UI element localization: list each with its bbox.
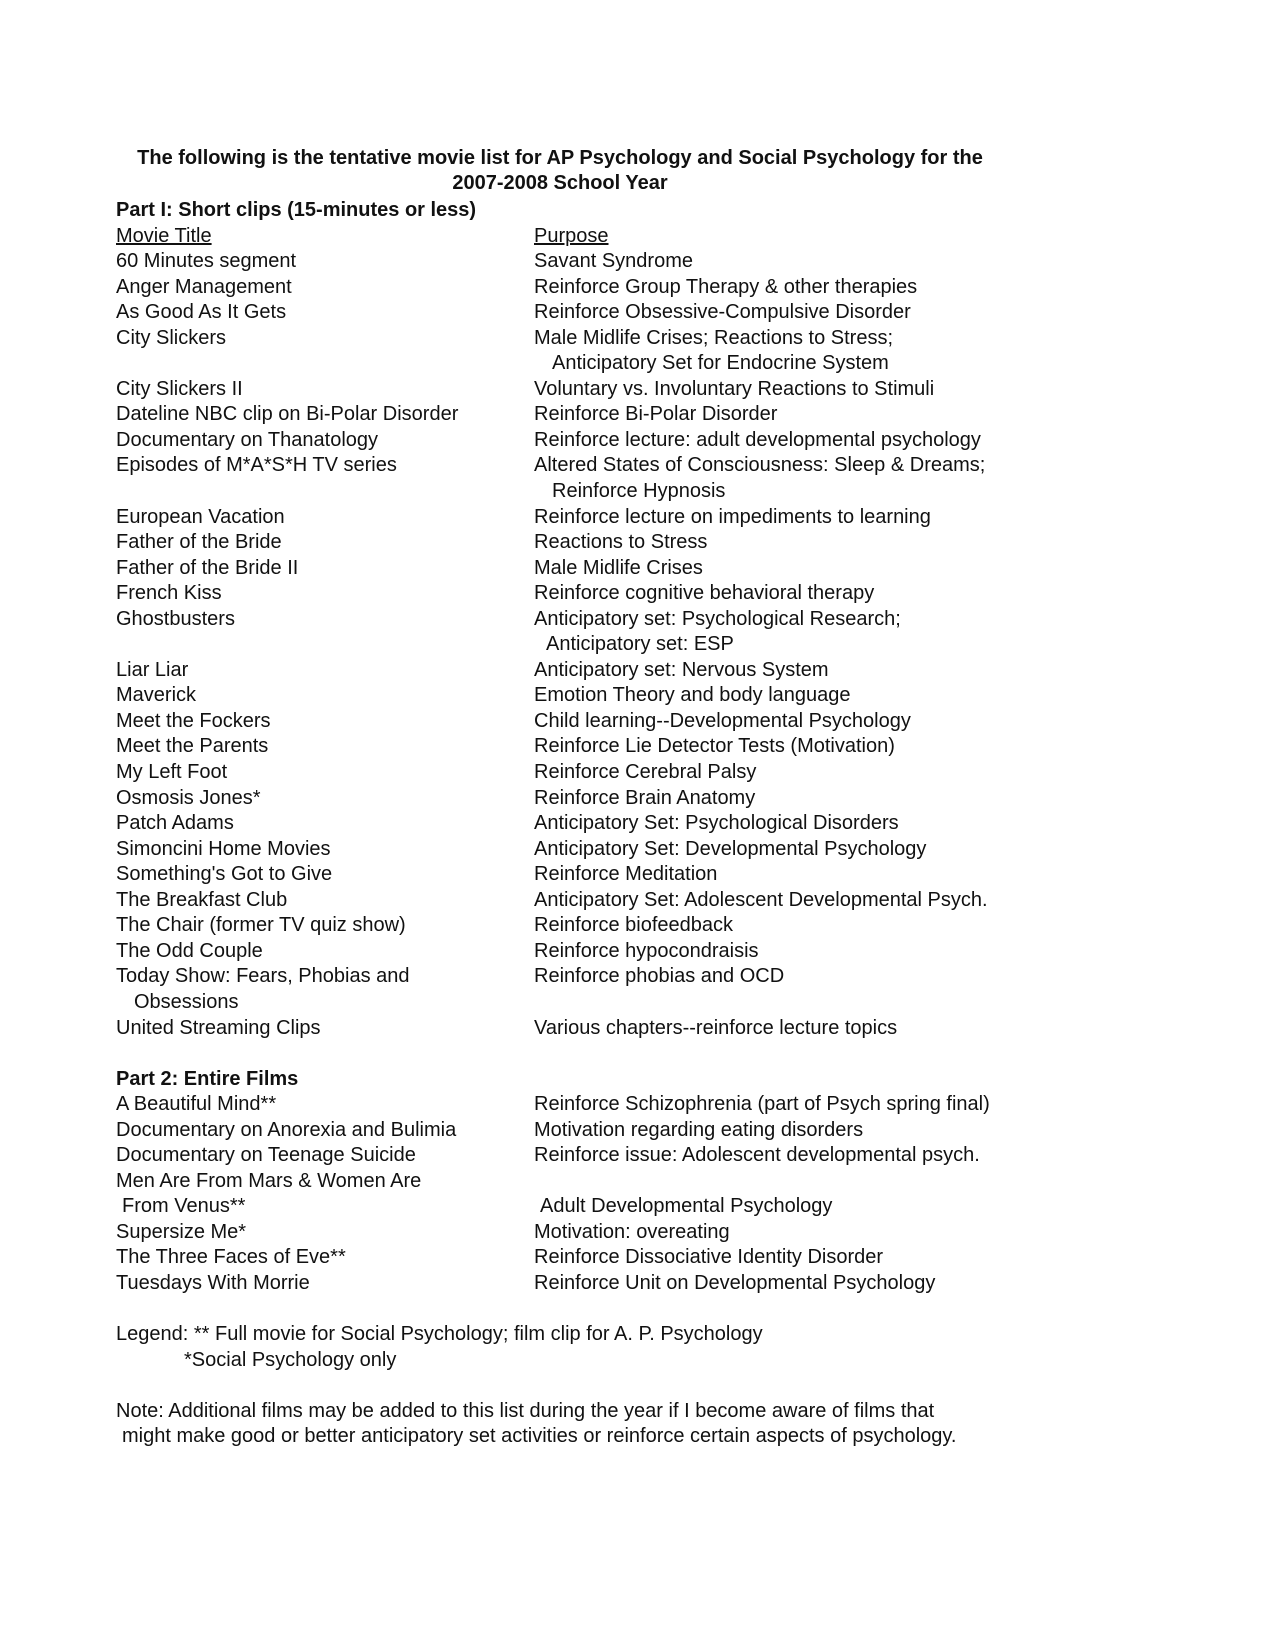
table-row [116,505,1016,531]
movie-purpose: Anticipatory Set: Adolescent Developmental Psych. [534,888,988,911]
movie-title: Anger Management [116,275,292,298]
table-row [116,402,1016,428]
part2-heading: Part 2: Entire Films [116,1067,299,1090]
table-row [116,811,1016,837]
table-row-continuation [116,1194,1016,1220]
movie-purpose: Reinforce biofeedback [534,914,734,937]
table-row [116,683,1016,709]
table-row-continuation [116,632,1016,658]
table-row [116,275,1016,301]
table-row-continuation [116,351,1016,377]
movie-purpose: Reinforce Obsessive-Compulsive Disorder [534,301,911,324]
movie-title: Liar Liar [116,658,189,681]
part1-heading: Part I: Short clips (15-minutes or less) [116,199,477,221]
movie-title: The Odd Couple [116,939,263,962]
movie-title: Today Show: Fears, Phobias and [116,965,410,988]
movie-title: Episodes of M*A*S*H TV series [116,454,397,477]
table-row [116,1220,1016,1246]
column-header-title: Movie Title [116,224,212,247]
movie-title: Documentary on Anorexia and Bulimia [116,1118,457,1141]
movie-title: Meet the Parents [116,735,269,758]
document-title [110,146,1010,196]
table-row [116,249,1016,275]
table-row [116,1092,1016,1118]
movie-purpose: Anticipatory set: Nervous System [534,658,829,681]
movie-purpose: Motivation regarding eating disorders [534,1118,864,1141]
movie-title: European Vacation [116,505,285,528]
movie-purpose: Reinforce Meditation [534,863,718,886]
movie-list [116,198,1016,1450]
movie-purpose: Altered States of Consciousness: Sleep & Dreams; [534,454,986,477]
movie-title: Patch Adams [116,812,234,835]
movie-title: City Slickers [116,326,227,349]
table-row [116,760,1016,786]
movie-title: 60 Minutes segment [116,250,297,273]
table-row [116,837,1016,863]
title-line-1: The following is the tentative movie list for AP Psychology and Social Psychology for the [137,147,983,169]
movie-purpose: Reinforce Lie Detector Tests (Motivation) [534,735,895,758]
column-headers [116,224,1016,250]
table-row [116,658,1016,684]
movie-purpose: Reactions to Stress [534,531,708,554]
table-row [116,607,1016,633]
movie-title: Father of the Bride II [116,556,299,579]
legend-line-1: Legend: ** Full movie for Social Psychology; film clip for A. P. Psychology [116,1323,763,1346]
movie-title: Simoncini Home Movies [116,837,331,860]
movie-purpose: Reinforce lecture: adult developmental psychology [534,428,981,451]
table-row [116,888,1016,914]
movie-purpose: Child learning--Developmental Psychology [534,709,911,732]
table-row-continuation [116,990,1016,1016]
table-row [116,556,1016,582]
movie-title: Maverick [116,684,197,707]
note-line-2: might make good or better anticipatory set activities or reinforce certain aspects of psychology. [122,1425,957,1448]
table-row [116,1271,1016,1297]
movie-title: Osmosis Jones* [116,786,261,809]
table-row [116,1118,1016,1144]
movie-purpose-continued: Anticipatory Set for Endocrine System [552,352,889,375]
table-row [116,709,1016,735]
movie-purpose: Various chapters--reinforce lecture topics [534,1016,898,1039]
movie-title: Documentary on Thanatology [116,428,379,451]
table-row [116,377,1016,403]
table-row [116,1143,1016,1169]
movie-purpose: Reinforce Group Therapy & other therapies [534,275,918,298]
movie-purpose: Emotion Theory and body language [534,684,851,707]
movie-purpose: Voluntary vs. Involuntary Reactions to Stimuli [534,377,935,400]
movie-title: As Good As It Gets [116,301,287,324]
table-row [116,939,1016,965]
movie-purpose: Reinforce Unit on Developmental Psychology [534,1271,936,1294]
table-row [116,453,1016,479]
table-row [116,862,1016,888]
table-row [116,786,1016,812]
movie-title: Father of the Bride [116,531,282,554]
legend-line-2: *Social Psychology only [184,1348,397,1371]
table-row [116,326,1016,352]
movie-title: Meet the Fockers [116,709,271,732]
movie-purpose: Savant Syndrome [534,250,693,273]
table-row [116,530,1016,556]
column-header-purpose: Purpose [534,224,609,247]
movie-purpose: Motivation: overeating [534,1220,730,1243]
movie-purpose: Reinforce cognitive behavioral therapy [534,582,875,605]
movie-title: Something's Got to Give [116,863,333,886]
table-row [116,913,1016,939]
movie-title: My Left Foot [116,761,228,784]
table-row [116,300,1016,326]
movie-purpose: Reinforce Dissociative Identity Disorder [534,1246,884,1269]
movie-purpose: Reinforce Cerebral Palsy [534,761,757,784]
movie-purpose: Anticipatory Set: Psychological Disorders [534,812,899,835]
movie-title: Ghostbusters [116,607,235,630]
movie-title: A Beautiful Mind** [116,1093,277,1116]
movie-purpose: Reinforce lecture on impediments to learning [534,505,931,528]
movie-title: City Slickers II [116,377,243,400]
movie-title: The Breakfast Club [116,888,288,911]
movie-purpose: Male Midlife Crises; Reactions to Stress; [534,326,894,349]
table-row [116,964,1016,990]
movie-purpose: Male Midlife Crises [534,556,703,579]
movie-title: Dateline NBC clip on Bi-Polar Disorder [116,403,459,426]
table-row [116,1245,1016,1271]
movie-purpose: Anticipatory set: Psychological Research; [534,607,901,630]
movie-title: Men Are From Mars & Women Are [116,1169,422,1192]
movie-purpose: Reinforce phobias and OCD [534,965,785,988]
table-row [116,428,1016,454]
movie-title: The Three Faces of Eve** [116,1246,346,1269]
movie-purpose: Anticipatory Set: Developmental Psychology [534,837,927,860]
table-row [116,581,1016,607]
movie-purpose-continued: Adult Developmental Psychology [540,1195,833,1218]
table-row [116,1169,1016,1195]
movie-purpose: Reinforce issue: Adolescent developmental psych. [534,1144,980,1167]
table-row [116,1016,1016,1042]
movie-purpose-continued: Reinforce Hypnosis [552,480,726,503]
movie-purpose: Reinforce Schizophrenia (part of Psych spring final) [534,1093,990,1116]
movie-title-continued: From Venus** [122,1195,246,1218]
movie-title: Tuesdays With Morrie [116,1271,310,1294]
movie-purpose: Reinforce hypocondraisis [534,939,759,962]
movie-purpose: Reinforce Bi-Polar Disorder [534,403,778,426]
movie-title: French Kiss [116,582,222,605]
movie-title-continued: Obsessions [134,990,239,1013]
movie-title: United Streaming Clips [116,1016,321,1039]
note-line-1: Note: Additional films may be added to this list during the year if I become aware of films that [116,1399,935,1422]
movie-title: Documentary on Teenage Suicide [116,1144,416,1167]
table-row [116,734,1016,760]
movie-purpose: Reinforce Brain Anatomy [534,786,756,809]
movie-title: Supersize Me* [116,1220,247,1243]
movie-purpose-continued: Anticipatory set: ESP [546,633,734,656]
movie-title: The Chair (former TV quiz show) [116,914,406,937]
table-row-continuation [116,479,1016,505]
title-line-2: 2007-2008 School Year [452,172,668,194]
